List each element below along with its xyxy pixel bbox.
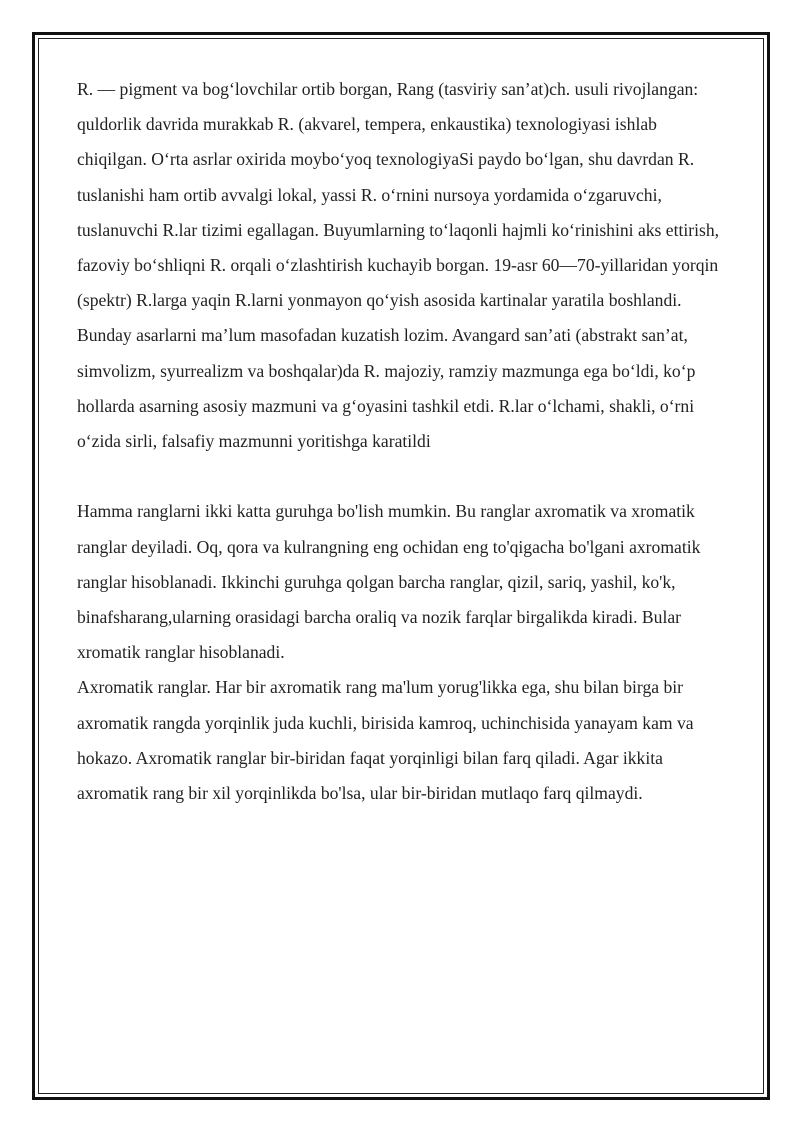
document-body	[77, 72, 727, 811]
paragraph-achromatic-colors: Axromatik ranglar. Har bir axromatik rang ma'lum yorug'likka ega, shu bilan birga bir axromatik rangda yorqinlik juda kuchli, birisida kamroq, uchinchisida yanayam kam va hokazo. Axromatik ranglar bir-biridan faqat yorqinligi bilan farq qiladi. Agar ikkita axromatik rang bir xil yorqinlikda bo'lsa, ular bir-biridan mutlaqo farq qilmaydi.	[77, 677, 694, 804]
paragraph-color-groups: Hamma ranglarni ikki katta guruhga bo'lish mumkin. Bu ranglar axromatik va xromatik ranglar deyiladi. Oq, qora va kulrangning eng ochidan eng to'qigacha bo'lgani axromatik ranglar hisoblanadi. Ikkinchi guruhga qolgan barcha ranglar, qizil, sariq, yashil, ko'k, binafsharang,ularning orasidagi barcha oraliq va nozik farqlar birgalikda kiradi. Bular xromatik ranglar hisoblanadi.	[77, 501, 701, 663]
paragraph-rang-history: R. — pigment va bog‘lovchilar ortib borgan, Rang (tasviriy san’at)ch. usuli rivojlangan: quldorlik davrida murakkab R. (akvarel, tempera, enkaustika) texnologiyasi ishlab chiqilgan. O‘rta asrlar oxirida moybo‘yoq texnologiyaSi paydo bo‘lgan, shu davrdan R. tuslanishi ham ortib avvalgi lokal, yassi R. o‘rnini nursoya yordamida o‘zgaruvchi, tuslanuvchi R.lar tizimi egallagan. Buyumlarning to‘laqonli hajmli ko‘rinishini aks ettirish, fazoviy bo‘shliqni R. orqali o‘zlashtirish kuchayib borgan. 19-asr 60—70-yillaridan yorqin (spektr) R.larga yaqin R.larni yonmayon qo‘yish asosida kartinalar yaratila boshlandi. Bunday asarlarni ma’lum masofadan kuzatish lozim. Avangard san’ati (abstrakt san’at, simvolizm, syurrealizm va boshqalar)da R. majoziy, ramziy mazmunga ega bo‘ldi, ko‘p hollarda asarning asosiy mazmuni va g‘oyasini tashkil etdi. R.lar o‘lchami, shakli, o‘rni o‘zida sirli, falsafiy mazmunni yoritishga karatildi	[77, 79, 720, 452]
paragraph-spacer	[77, 459, 727, 494]
